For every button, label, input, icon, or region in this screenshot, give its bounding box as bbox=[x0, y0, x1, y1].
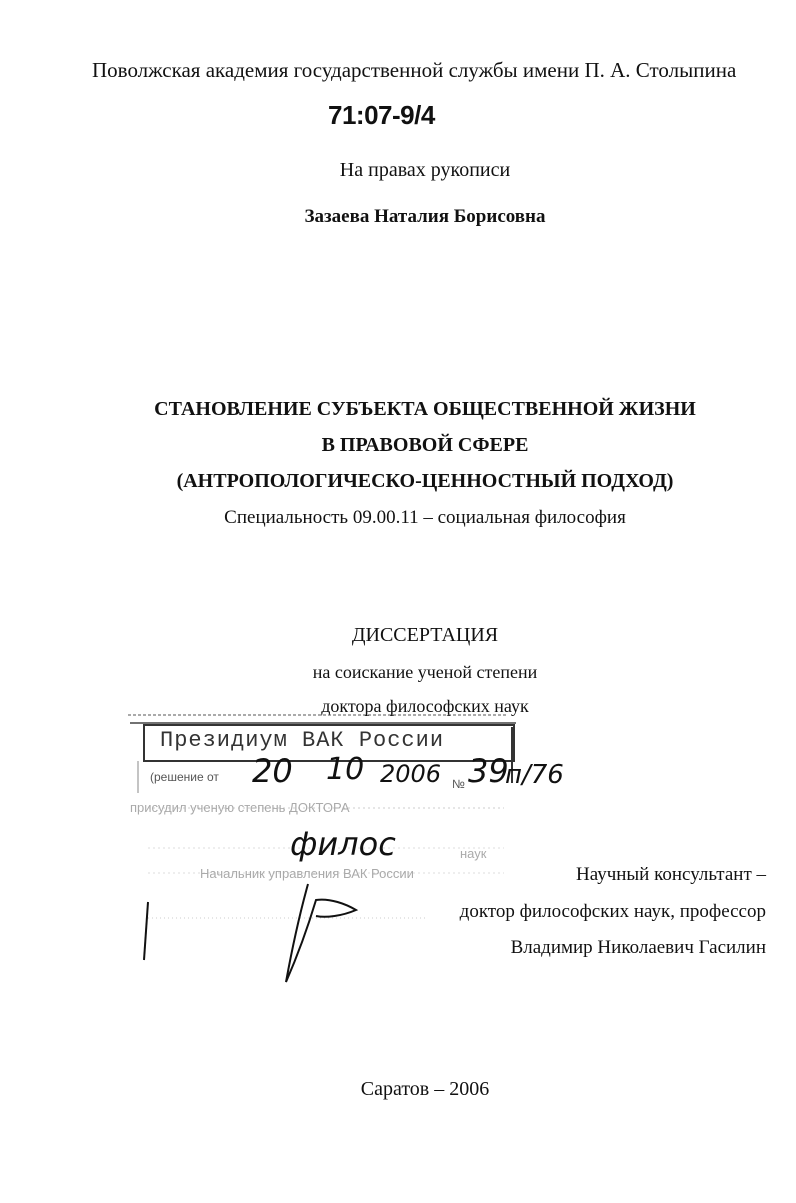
manuscript-rights: На правах рукописи bbox=[339, 159, 511, 181]
city-year: Саратов – 2006 bbox=[360, 1078, 490, 1100]
title-line-3: (АНТРОПОЛОГИЧЕСКО-ЦЕННОСТНЫЙ ПОДХОД) bbox=[176, 470, 674, 492]
catalog-code: 71:07-9/4 bbox=[328, 100, 435, 130]
signature bbox=[130, 880, 410, 990]
stamp-date-day: 20 bbox=[252, 752, 293, 790]
stamp-date-year: 2006 bbox=[380, 760, 442, 788]
degree-line-1: на соискание ученой степени bbox=[312, 662, 538, 682]
stamp-date-month: 10 bbox=[326, 752, 365, 787]
stamp-decision-prefix: (решение от bbox=[150, 770, 219, 784]
title-line-2: В ПРАВОВОЙ СФЕРЕ bbox=[321, 434, 529, 456]
consultant-degree: доктор философских наук, профессор bbox=[459, 901, 766, 922]
stamp-faint-line-2: наук bbox=[460, 846, 487, 861]
stamp-faint-line-3: Начальник управления ВАК России bbox=[200, 866, 414, 881]
stamp-faint-line-1: присудил ученую степень ДОКТОРА bbox=[130, 800, 350, 815]
institution-name: Поволжская академия государственной службы имени П. А. Столыпина bbox=[92, 58, 737, 82]
stamp-org: Президиум ВАК России bbox=[160, 728, 445, 753]
specialty: Специальность 09.00.11 – социальная философия bbox=[224, 507, 626, 528]
degree-line-2: доктора философских наук bbox=[321, 696, 529, 716]
work-type: ДИССЕРТАЦИЯ bbox=[351, 624, 499, 646]
stamp-number-value: 39 bbox=[468, 752, 509, 790]
title-line-1: СТАНОВЛЕНИЕ СУБЪЕКТА ОБЩЕСТВЕННОЙ ЖИЗНИ bbox=[154, 398, 696, 420]
author-name: Зазаева Наталия Борисовна bbox=[304, 206, 546, 227]
stamp-number-suffix: п/76 bbox=[505, 760, 564, 790]
consultant-name: Владимир Николаевич Гасилин bbox=[510, 937, 766, 958]
consultant-role: Научный консультант – bbox=[576, 864, 766, 885]
stamp-number-label: № bbox=[452, 777, 465, 791]
stamp-handwritten-field: филос bbox=[290, 825, 396, 863]
